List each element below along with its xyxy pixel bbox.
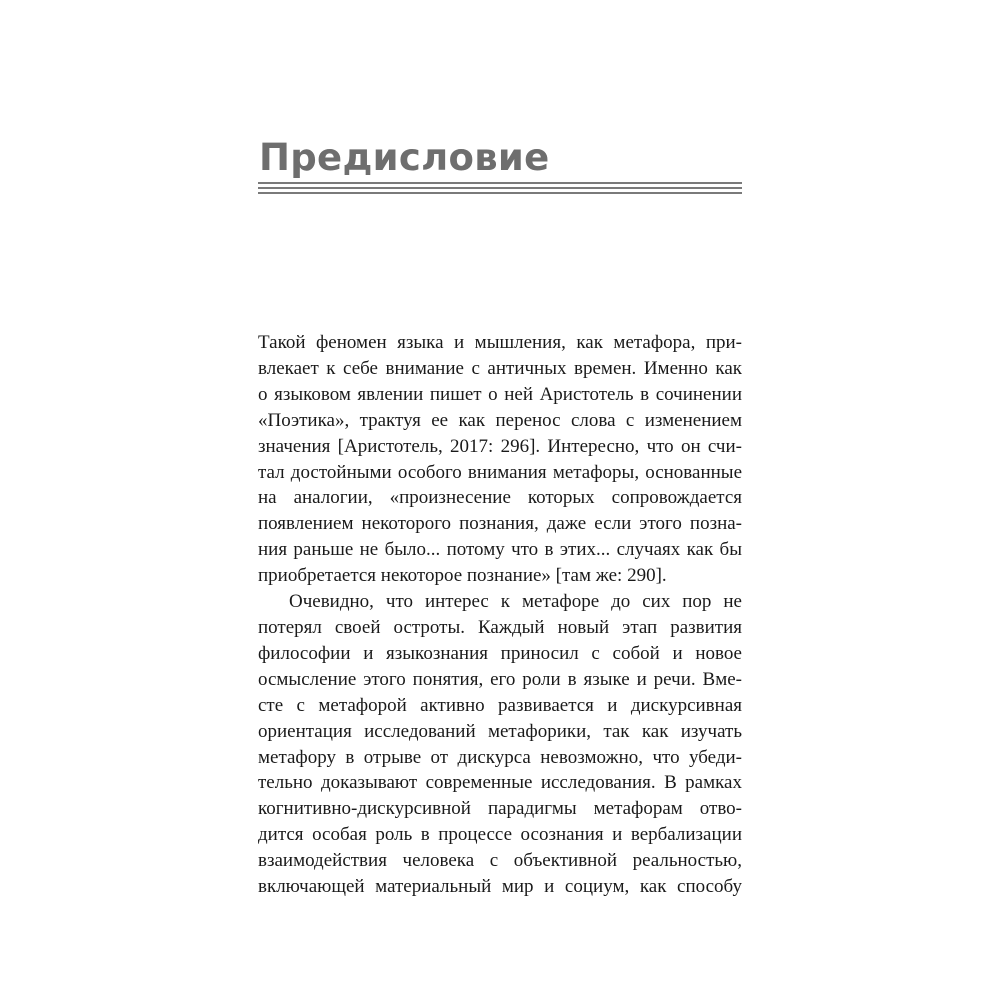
text-line: сте с метафорой активно развивается и дискурсивная bbox=[258, 694, 742, 716]
text-line: ориентация исследований метафорики, так как изучать bbox=[258, 720, 742, 742]
text-line: дится особая роль в процессе осознания и вербализации bbox=[258, 824, 742, 846]
text-line: тал достойными особого внимания метафоры, основанные bbox=[258, 461, 742, 483]
text-line: философии и языкознания приносил с собой и новое bbox=[258, 642, 742, 664]
text-line: метафору в отрыве от дискурса невозможно, что убеди- bbox=[258, 746, 742, 768]
text-line: осмысление этого понятия, его роли в языке и речи. Вме- bbox=[258, 668, 742, 690]
text-line: приобретается некоторое познание» [там же: 290]. bbox=[258, 565, 667, 587]
text-line: Очевидно, что интерес к метафоре до сих пор не bbox=[289, 591, 742, 613]
text-line: появлением некоторого познания, даже если этого позна- bbox=[258, 513, 742, 535]
text-line: значения [Аристотель, 2017: 296]. Интересно, что он счи- bbox=[258, 435, 742, 457]
text-line: на аналогии, «произнесение которых сопровождается bbox=[258, 487, 742, 509]
chapter-title: Предисловие bbox=[259, 136, 550, 179]
paragraph-2 bbox=[258, 589, 742, 900]
title-rule-top bbox=[258, 182, 742, 184]
text-line: взаимодействия человека с объективной реальностью, bbox=[258, 850, 742, 872]
paragraph-1 bbox=[258, 330, 742, 589]
body-text bbox=[258, 330, 742, 900]
text-line: когнитивно-дискурсивной парадигмы метафорам отво- bbox=[258, 798, 742, 820]
text-line: включающей материальный мир и социум, как способу bbox=[258, 876, 742, 898]
title-rule-bottom bbox=[258, 192, 742, 194]
text-line: влекает к себе внимание с античных времен. Именно как bbox=[258, 357, 742, 379]
text-line: ния раньше не было... потому что в этих... случаях как бы bbox=[258, 539, 742, 561]
text-line: тельно доказывают современные исследования. В рамках bbox=[258, 772, 742, 794]
text-line: потерял своей остроты. Каждый новый этап развития bbox=[258, 616, 742, 638]
text-line: о языковом явлении пишет о ней Аристотель в сочинении bbox=[258, 383, 742, 405]
text-line: «Поэтика», трактуя ее как перенос слова с изменением bbox=[258, 409, 742, 431]
text-line: Такой феномен языка и мышления, как метафора, при- bbox=[258, 332, 742, 353]
title-rule-middle bbox=[258, 187, 742, 189]
